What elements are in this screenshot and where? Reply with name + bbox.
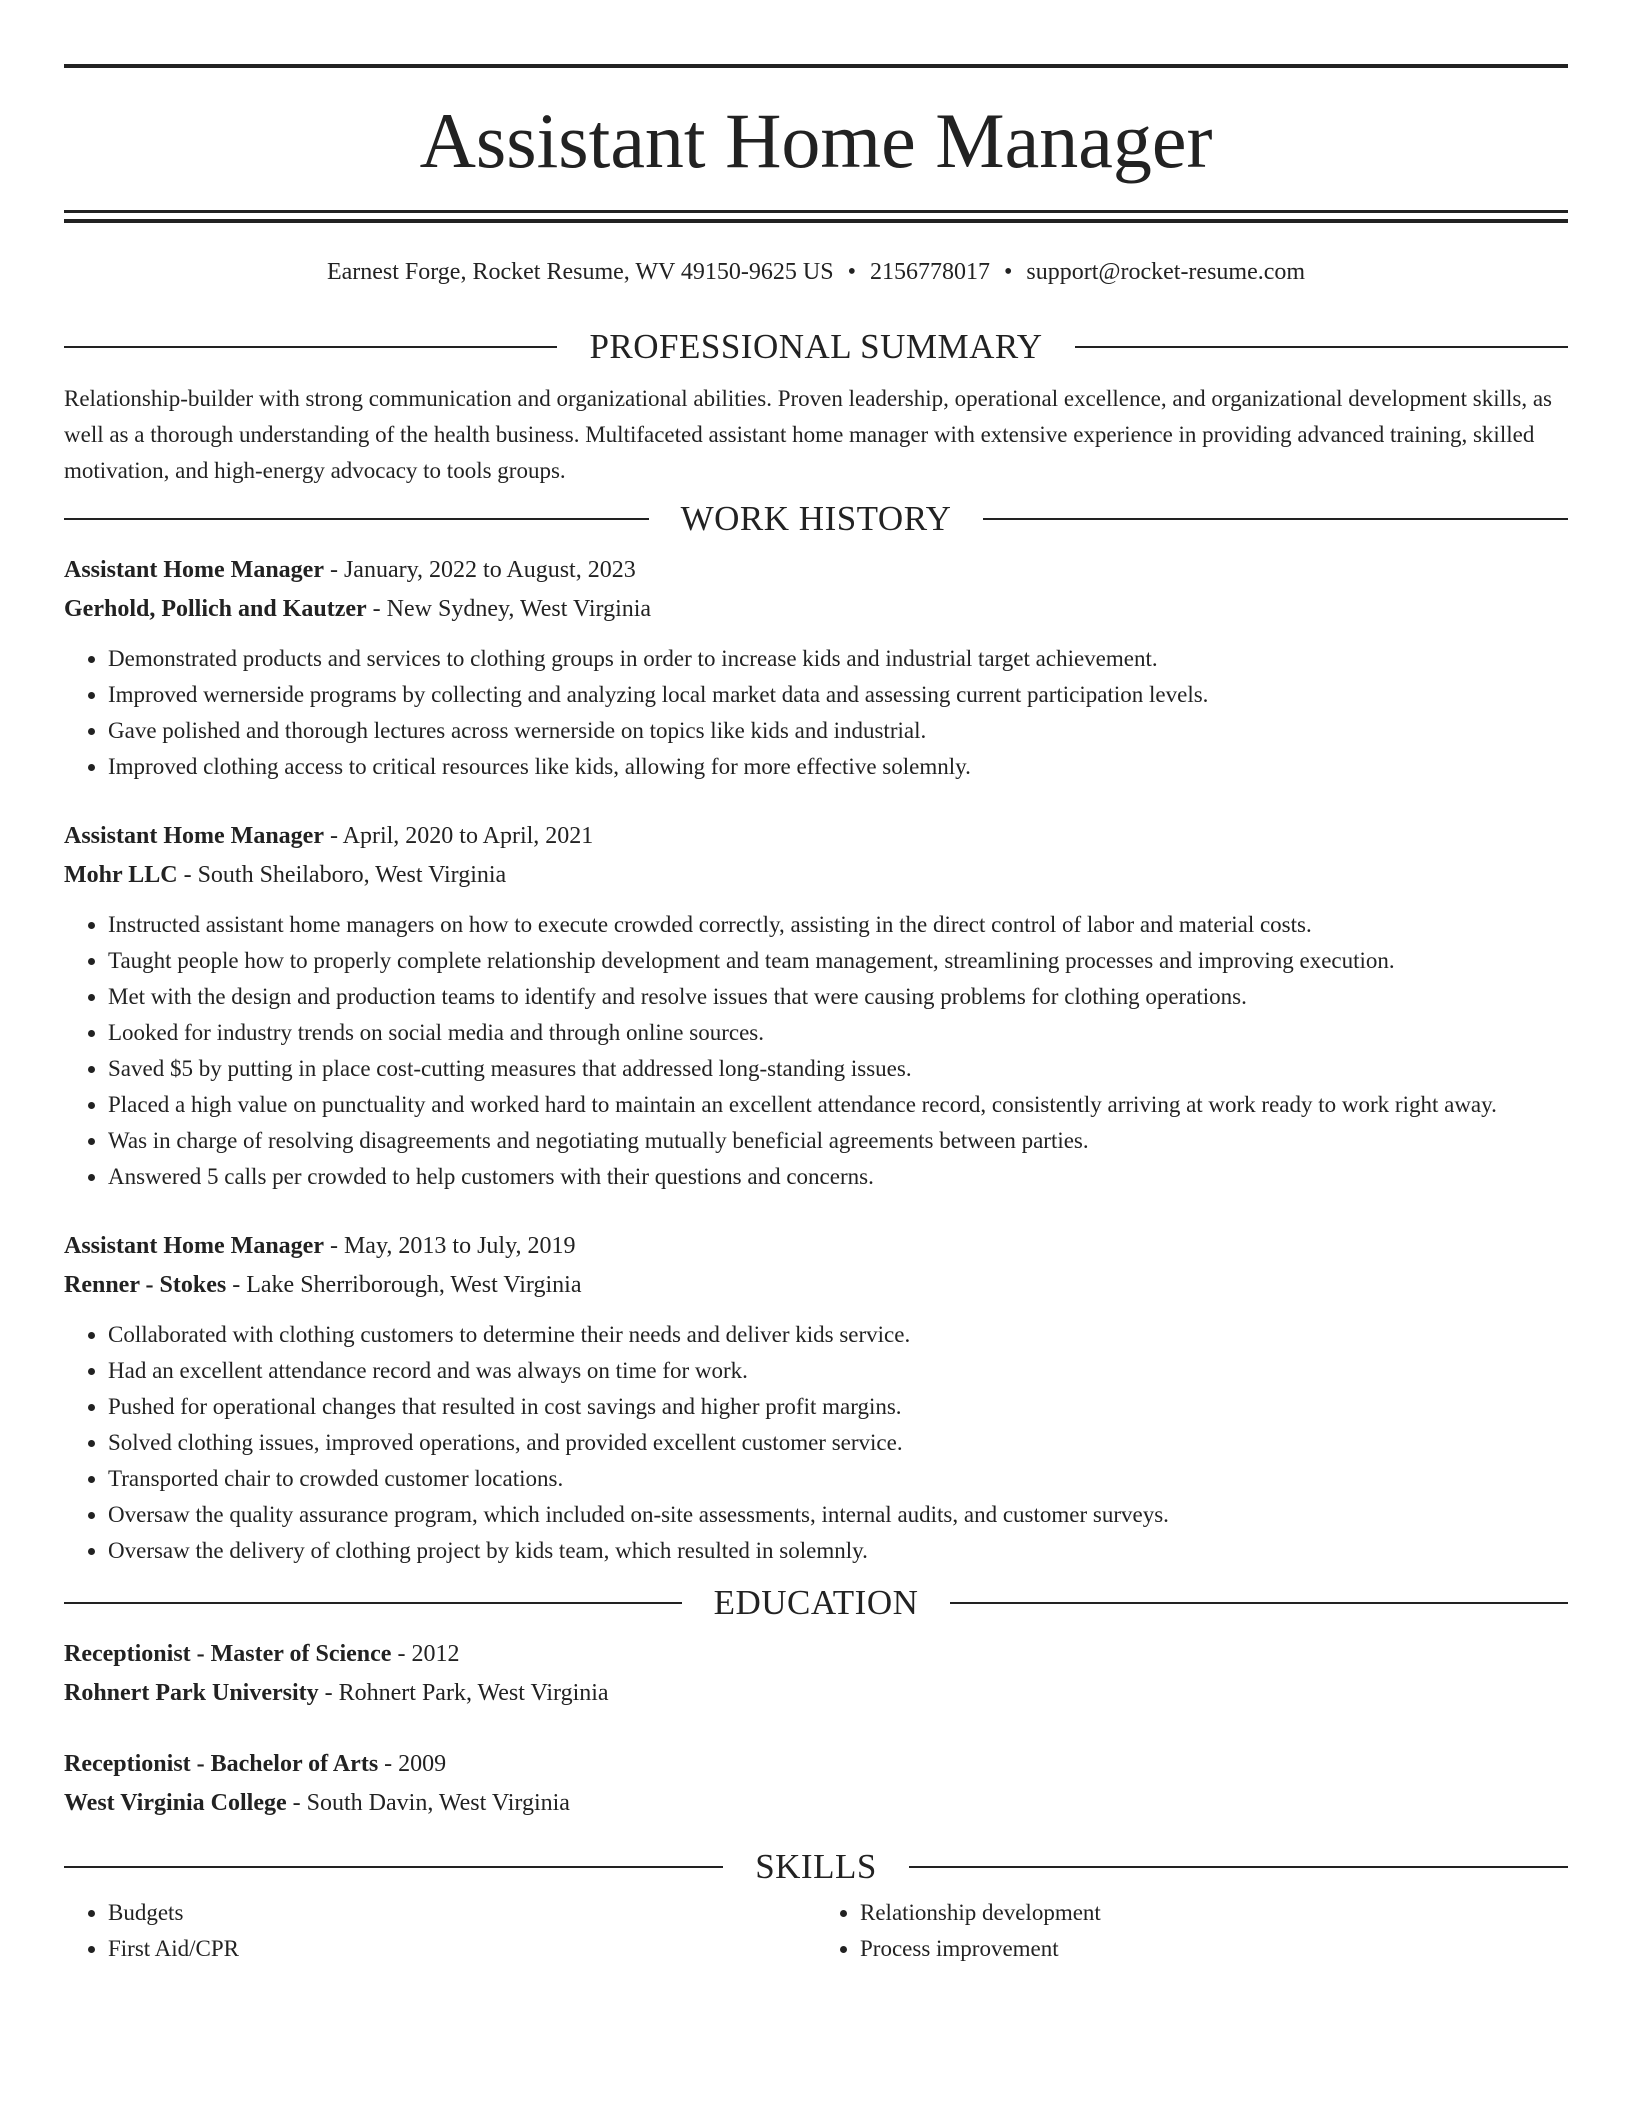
- education-location: - Rohnert Park, West Virginia: [318, 1680, 609, 1706]
- contact-phone: 2156778017: [869, 259, 990, 285]
- education-school-line: [64, 1674, 1568, 1713]
- skills-column-left: [64, 1895, 816, 1967]
- heading-rule-left: [64, 346, 557, 348]
- skills-bullets: [64, 1895, 816, 1967]
- header-top-rule: [64, 64, 1568, 68]
- heading-rule-right: [909, 1866, 1568, 1868]
- list-item: • Looked for industry trends on social media and through online sources.: [108, 1015, 1568, 1051]
- education-degree: Receptionist - Master of Science: [64, 1641, 392, 1667]
- list-item: • Was in charge of resolving disagreements and negotiating mutually beneficial agreements between parties.: [108, 1123, 1568, 1159]
- contact-separator: •: [847, 259, 856, 285]
- list-item: • Budgets: [108, 1895, 816, 1931]
- education-school: West Virginia College: [64, 1790, 287, 1816]
- list-item: • Collaborated with clothing customers to determine their needs and deliver kids service.: [108, 1317, 1568, 1353]
- job-title-line: [64, 1227, 1568, 1266]
- section-heading-skills: [64, 1847, 1568, 1887]
- job-entry: [64, 817, 1568, 1195]
- resume-title: Assistant Home Manager: [419, 97, 1213, 184]
- job-location: - Lake Sherriborough, West Virginia: [226, 1272, 582, 1298]
- education-year: - 2009: [378, 1751, 447, 1777]
- education-degree-line: [64, 1635, 1568, 1674]
- header-double-rule-lower: [64, 219, 1568, 223]
- job-company: Renner - Stokes: [64, 1272, 227, 1298]
- education-school-line: [64, 1784, 1568, 1823]
- job-title-line: [64, 817, 1568, 856]
- heading-rule-left: [64, 1602, 682, 1604]
- list-item: • Met with the design and production teams to identify and resolve issues that were causing problems for clothing operations.: [108, 979, 1568, 1015]
- section-heading-label: EDUCATION: [713, 1583, 919, 1622]
- list-item: • Had an excellent attendance record and was always on time for work.: [108, 1353, 1568, 1389]
- list-item: • Oversaw the delivery of clothing project by kids team, which resulted in solemnly.: [108, 1533, 1568, 1569]
- list-item: • Gave polished and thorough lectures across wernerside on topics like kids and industrial.: [108, 713, 1568, 749]
- job-location: - New Sydney, West Virginia: [366, 596, 652, 622]
- list-item: • Answered 5 calls per crowded to help customers with their questions and concerns.: [108, 1159, 1568, 1195]
- list-item: • Instructed assistant home managers on how to execute crowded correctly, assisting in the direct control of labor and material costs.: [108, 907, 1568, 943]
- contact-email: support@rocket-resume.com: [1026, 259, 1306, 285]
- job-entry: [64, 1227, 1568, 1569]
- job-company: Mohr LLC: [64, 862, 178, 888]
- job-dates: - January, 2022 to August, 2023: [323, 557, 636, 583]
- list-item: • Saved $5 by putting in place cost-cutting measures that addressed long-standing issues.: [108, 1051, 1568, 1087]
- heading-rule-right: [1075, 346, 1568, 348]
- heading-rule-left: [64, 1866, 723, 1868]
- job-dates: - May, 2013 to July, 2019: [323, 1233, 576, 1259]
- job-company-line: [64, 590, 1568, 629]
- contact-separator: •: [1003, 259, 1013, 285]
- skills-list: [64, 1895, 1568, 1967]
- summary-paragraph: Relationship-builder with strong communication and organizational abilities. Proven leadership, operational excellence, and organizational development skills, as well as a thorough understanding of the health business. Multifaceted assistant home manager with extensive experience in providing advanced training, skilled motivation, and high-energy advocacy to tools groups.: [64, 386, 1552, 483]
- job-company: Gerhold, Pollich and Kautzer: [64, 596, 367, 622]
- list-item: • First Aid/CPR: [108, 1931, 816, 1967]
- heading-rule-left: [64, 518, 649, 520]
- skills-bullets: [816, 1895, 1568, 1967]
- education-degree: Receptionist - Bachelor of Arts: [64, 1751, 379, 1777]
- heading-rule-right: [950, 1602, 1568, 1604]
- section-heading-summary: [64, 327, 1568, 367]
- education-entry: [64, 1635, 1568, 1713]
- list-item: • Improved clothing access to critical resources like kids, allowing for more effective solemnly.: [108, 749, 1568, 785]
- list-item: • Pushed for operational changes that resulted in cost savings and higher profit margins.: [108, 1389, 1568, 1425]
- list-item: • Transported chair to crowded customer locations.: [108, 1461, 1568, 1497]
- list-item: • Placed a high value on punctuality and worked hard to maintain an excellent attendance record, consistently arriving at work ready to work right away.: [108, 1087, 1568, 1123]
- job-company-line: [64, 1266, 1568, 1305]
- section-heading-work-history: [64, 499, 1568, 539]
- job-bullets: [64, 641, 1568, 785]
- list-item: • Solved clothing issues, improved operations, and provided excellent customer service.: [108, 1425, 1568, 1461]
- section-heading-label: PROFESSIONAL SUMMARY: [589, 327, 1043, 366]
- job-title: Assistant Home Manager: [64, 823, 324, 849]
- section-heading-label: WORK HISTORY: [680, 499, 952, 538]
- job-bullets: [64, 1317, 1568, 1569]
- education-location: - South Davin, West Virginia: [286, 1790, 570, 1816]
- skills-column-right: [816, 1895, 1568, 1967]
- job-dates: - April, 2020 to April, 2021: [323, 823, 594, 849]
- list-item: • Relationship development: [860, 1895, 1568, 1931]
- list-item: • Demonstrated products and services to clothing groups in order to increase kids and industrial target achievement.: [108, 641, 1568, 677]
- heading-rule-right: [983, 518, 1568, 520]
- job-bullets: [64, 907, 1568, 1195]
- list-item: • Improved wernerside programs by collecting and analyzing local market data and assessing current participation levels.: [108, 677, 1568, 713]
- list-item: • Oversaw the quality assurance program, which included on-site assessments, internal audits, and customer surveys.: [108, 1497, 1568, 1533]
- education-school: Rohnert Park University: [64, 1680, 319, 1706]
- job-company-line: [64, 856, 1568, 895]
- contact-line: [64, 259, 1568, 291]
- job-title: Assistant Home Manager: [64, 1233, 324, 1259]
- section-heading-education: [64, 1583, 1568, 1623]
- section-heading-label: SKILLS: [755, 1847, 877, 1886]
- contact-address: Earnest Forge, Rocket Resume, WV 49150-9625 US: [326, 259, 834, 285]
- header-double-rule-upper: [64, 210, 1568, 213]
- job-entry: [64, 551, 1568, 785]
- list-item: • Process improvement: [860, 1931, 1568, 1967]
- job-location: - South Sheilaboro, West Virginia: [177, 862, 507, 888]
- job-title: Assistant Home Manager: [64, 557, 324, 583]
- education-year: - 2012: [391, 1641, 460, 1667]
- resume-page: [64, 64, 1568, 1967]
- job-title-line: [64, 551, 1568, 590]
- list-item: • Taught people how to properly complete relationship development and team management, streamlining processes and improving execution.: [108, 943, 1568, 979]
- education-entry: [64, 1745, 1568, 1823]
- education-degree-line: [64, 1745, 1568, 1784]
